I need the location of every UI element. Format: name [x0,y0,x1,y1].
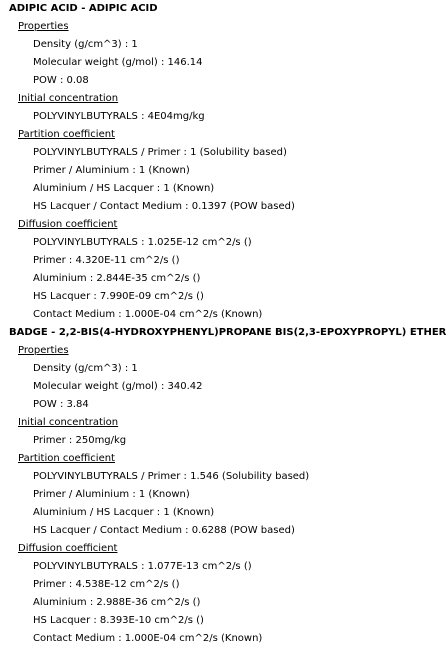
section-heading[interactable] [0,216,446,234]
property-line: POW : 0.08 [33,75,89,86]
section-heading[interactable] [0,540,446,558]
section-heading[interactable] [0,90,446,108]
section-heading-label: Partition coefficient [18,453,115,464]
property-line: HS Lacquer : 8.393E-10 cm^2/s () [33,615,204,626]
section-heading[interactable] [0,126,446,144]
property-line: HS Lacquer / Contact Medium : 0.6288 (POW based) [33,525,295,536]
property-line: Contact Medium : 1.000E-04 cm^2/s (Known) [33,309,263,320]
property-line: Aluminium : 2.988E-36 cm^2/s () [33,597,201,608]
section-heading-label: Diffusion coefficient [18,543,118,554]
property-line: HS Lacquer : 7.990E-09 cm^2/s () [33,291,204,302]
property-line: POW : 3.84 [33,399,89,410]
compound-title: BADGE - 2,2-BIS(4-HYDROXYPHENYL)PROPANE BIS(2,3-EPOXYPROPYL) ETHER [9,327,446,338]
property-line: POLYVINYLBUTYRALS : 1.025E-12 cm^2/s () [33,237,252,248]
property-line: Primer / Aluminium : 1 (Known) [33,489,190,500]
compound-title: ADIPIC ACID - ADIPIC ACID [9,3,158,14]
property-line: Primer : 4.538E-12 cm^2/s () [33,579,180,590]
section-heading-label: Initial concentration [18,417,119,428]
section-heading-label: Initial concentration [18,93,119,104]
property-line: Primer / Aluminium : 1 (Known) [33,165,190,176]
property-line: Primer : 4.320E-11 cm^2/s () [33,255,180,266]
property-line: POLYVINYLBUTYRALS / Primer : 1.546 (Solubility based) [33,471,310,482]
property-line: HS Lacquer / Contact Medium : 0.1397 (POW based) [33,201,295,212]
section-heading[interactable] [0,450,446,468]
property-line: Aluminium : 2.844E-35 cm^2/s () [33,273,201,284]
property-line: Density (g/cm^3) : 1 [33,363,138,374]
section-heading[interactable] [0,342,446,360]
section-heading-label: Properties [18,21,69,32]
property-line: Aluminium / HS Lacquer : 1 (Known) [33,183,215,194]
section-heading[interactable] [0,18,446,36]
section-heading-label: Diffusion coefficient [18,219,118,230]
property-line: POLYVINYLBUTYRALS / Primer : 1 (Solubility based) [33,147,287,158]
property-line: Aluminium / HS Lacquer : 1 (Known) [33,507,215,518]
section-heading-label: Properties [18,345,69,356]
property-line: Density (g/cm^3) : 1 [33,39,138,50]
section-heading-label: Partition coefficient [18,129,115,140]
property-line: Contact Medium : 1.000E-04 cm^2/s (Known) [33,633,263,644]
property-line: Primer : 250mg/kg [33,435,127,446]
property-line: POLYVINYLBUTYRALS : 4E04mg/kg [33,111,205,122]
section-heading[interactable] [0,414,446,432]
property-line: POLYVINYLBUTYRALS : 1.077E-13 cm^2/s () [33,561,252,572]
property-line: Molecular weight (g/mol) : 146.14 [33,57,203,68]
property-line: Molecular weight (g/mol) : 340.42 [33,381,203,392]
